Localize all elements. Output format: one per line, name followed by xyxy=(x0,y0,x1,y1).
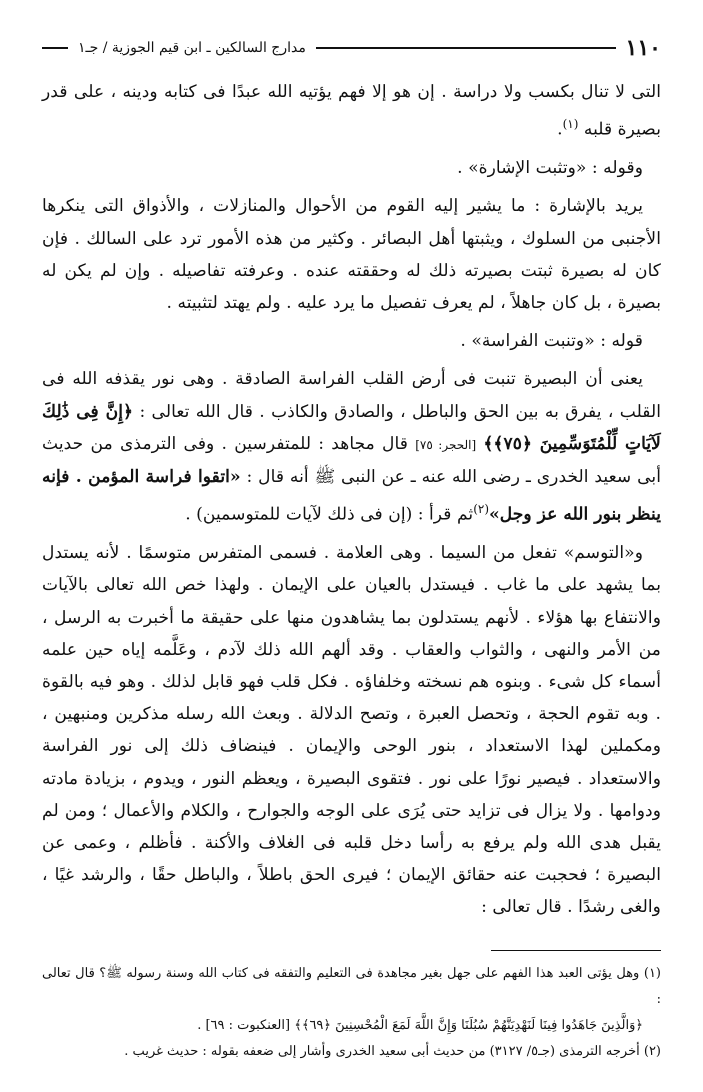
paragraph-5-text-a: يعنى أن البصيرة تنبت فى أرض القلب الفراسة الصادقة . وهى نور يقذفه الله فى القلب ، يفرق به بين الحق والباطل ، والصادق والكاذب . قال الله تعالى : xyxy=(42,369,661,422)
footnote-1-verse: ﴿وَالَّذِينَ جَاهَدُوا فِينَا لَنَهْدِيَنَّهُمْ سُبُلَنَا وَإِنَّ اللَّهَ لَمَعَ الْمُحْسِنِينَ ﴿٦٩﴾﴾ xyxy=(294,1017,643,1033)
paragraph-6: و«التوسم» تفعل من السيما . وهى العلامة . فسمى المتفرس متوسمًا . لأنه يستدل بما يشهد على ما غاب . فيستدل بالعيان على الإيمان . ولهذا خص الله تعالى بالآيات والانتفاع بها هؤلاء . لأنهم يستدلون بما يشاهدون منها على حقيقة ما أخبرت به الرسل ، من الأمر والنهى ، والثواب والعقاب . وقد ألهم الله ذلك لآدم ، وعَلَّمه إياه حين علمه أسماء كل شىء . وبنوه هم نسخته وخلفاؤه . فكل قلب فهو قابل لذلك . وهو فيه بالقوة . وبه تقوم الحجة ، وتحصل العبرة ، وتصح الدلالة . وبعث الله رسله مذكرين ومنبهين ، ومكملين لهذا الاستعداد ، بنور الوحى والإيمان . فينضاف ذلك إلى نور الفراسة والاستعداد . فيصير نورًا على نور . فتقوى البصيرة ، ويعظم النور ، ويدوم ، بزيادة مادته ودوامها . ولا يزال فى تزايد حتى يُرَى على الوجه والجوارح ، والكلام والأعمال ؛ ومن لم يقبل هدى الله ولم يرفع به رأسا دخل قلبه فى الغلاف والأكنة . فأظلم ، وعمى عن البصيرة ؛ فحجبت عنه حقائق الإيمان ؛ فيرى الحق باطلاً ، والباطل حقًا ، والرشد غيًا ، والغى رشدًا . قال تعالى : xyxy=(42,543,661,918)
running-title: مدارج السالكين ـ ابن قيم الجوزية / جـ١ xyxy=(78,40,306,56)
running-header xyxy=(42,28,661,68)
paragraph-4: قوله : «وتنبت الفراسة» . xyxy=(460,331,643,352)
hadith-quote: «اتقوا فراسة المؤمن . فإنه ينظر بنور الله عز وجل» xyxy=(42,466,661,525)
paragraph-2: وقوله : «وتثبت الإشارة» . xyxy=(457,158,643,179)
header-rule-right xyxy=(42,47,68,49)
paragraph-5-text-c: ثم قرأ : (إن فى ذلك لآيات للمتوسمين) . xyxy=(185,504,474,525)
footnote-1-verse-line xyxy=(42,1013,661,1039)
footnote-1-reference: [العنكبوت : ٦٩] . xyxy=(197,1017,291,1033)
paragraph-5-text-b: قال مجاهد : للمتفرسين . وفى الترمذى من حديث أبى سعيد الخدرى ـ رضى الله عنه ـ عن النبى ﷺ أنه قال : xyxy=(42,433,661,487)
footnotes xyxy=(42,961,661,1065)
paragraph-1-text: التى لا تنال بكسب ولا دراسة . إن هو إلا فهم يؤتيه الله عبدًا فى كتابه ودينه ، على قدر بصيرة قلبه xyxy=(42,82,661,140)
footnote-1 xyxy=(42,961,661,1013)
paragraph-5 xyxy=(42,363,661,531)
quran-verse: ﴿إِنَّ فِى ذَٰلِكَ لَآيَاتٍ لِّلْمُتَوَسِّمِينَ ﴿٧٥﴾﴾ xyxy=(42,401,661,454)
page-number: ١١٠ xyxy=(625,35,661,61)
footnote-2: (٢) أخرجه الترمذى (جـ٥/ ٣١٢٧) من حديث أبى سعيد الخدرى وأشار إلى ضعفه بقوله : حديث غريب . xyxy=(124,1043,661,1059)
paragraph-1-end: . xyxy=(557,119,563,140)
paragraph-3: يريد بالإشارة : ما يشير إليه القوم من الأحوال والمنازلات ، والأذواق التى ينكرها الأجنبى من السلوك ، ويثبتها أهل البصائر . وكثير من هذه الأمور ترد على السالك . فإن كان له بصيرة ثبتت بصيرته ذلك له وحققته عنده . وعرفته تفاصيله . وإن لم يكن له بصيرة ، بل كان جاهلاً ، لم يعرف تفصيل ما يرد عليه . ولم يهتد لتثبيته . xyxy=(42,196,661,313)
verse-reference: [الحجر: ٧٥] xyxy=(415,437,477,452)
header-rule-left xyxy=(316,47,616,49)
footnote-marker-2[interactable]: (٢) xyxy=(473,502,490,517)
footnote-marker-1[interactable]: (١) xyxy=(562,117,579,132)
footnote-divider xyxy=(491,950,661,951)
paragraph-1 xyxy=(42,76,661,146)
main-text xyxy=(42,76,661,924)
footnote-1-text: (١) وهل يؤتى العبد هذا الفهم على جهل بغير مجاهدة فى التعليم والتفقه فى كتاب الله وسنة رسوله ﷺ؟ قال تعالى : xyxy=(42,965,661,1007)
